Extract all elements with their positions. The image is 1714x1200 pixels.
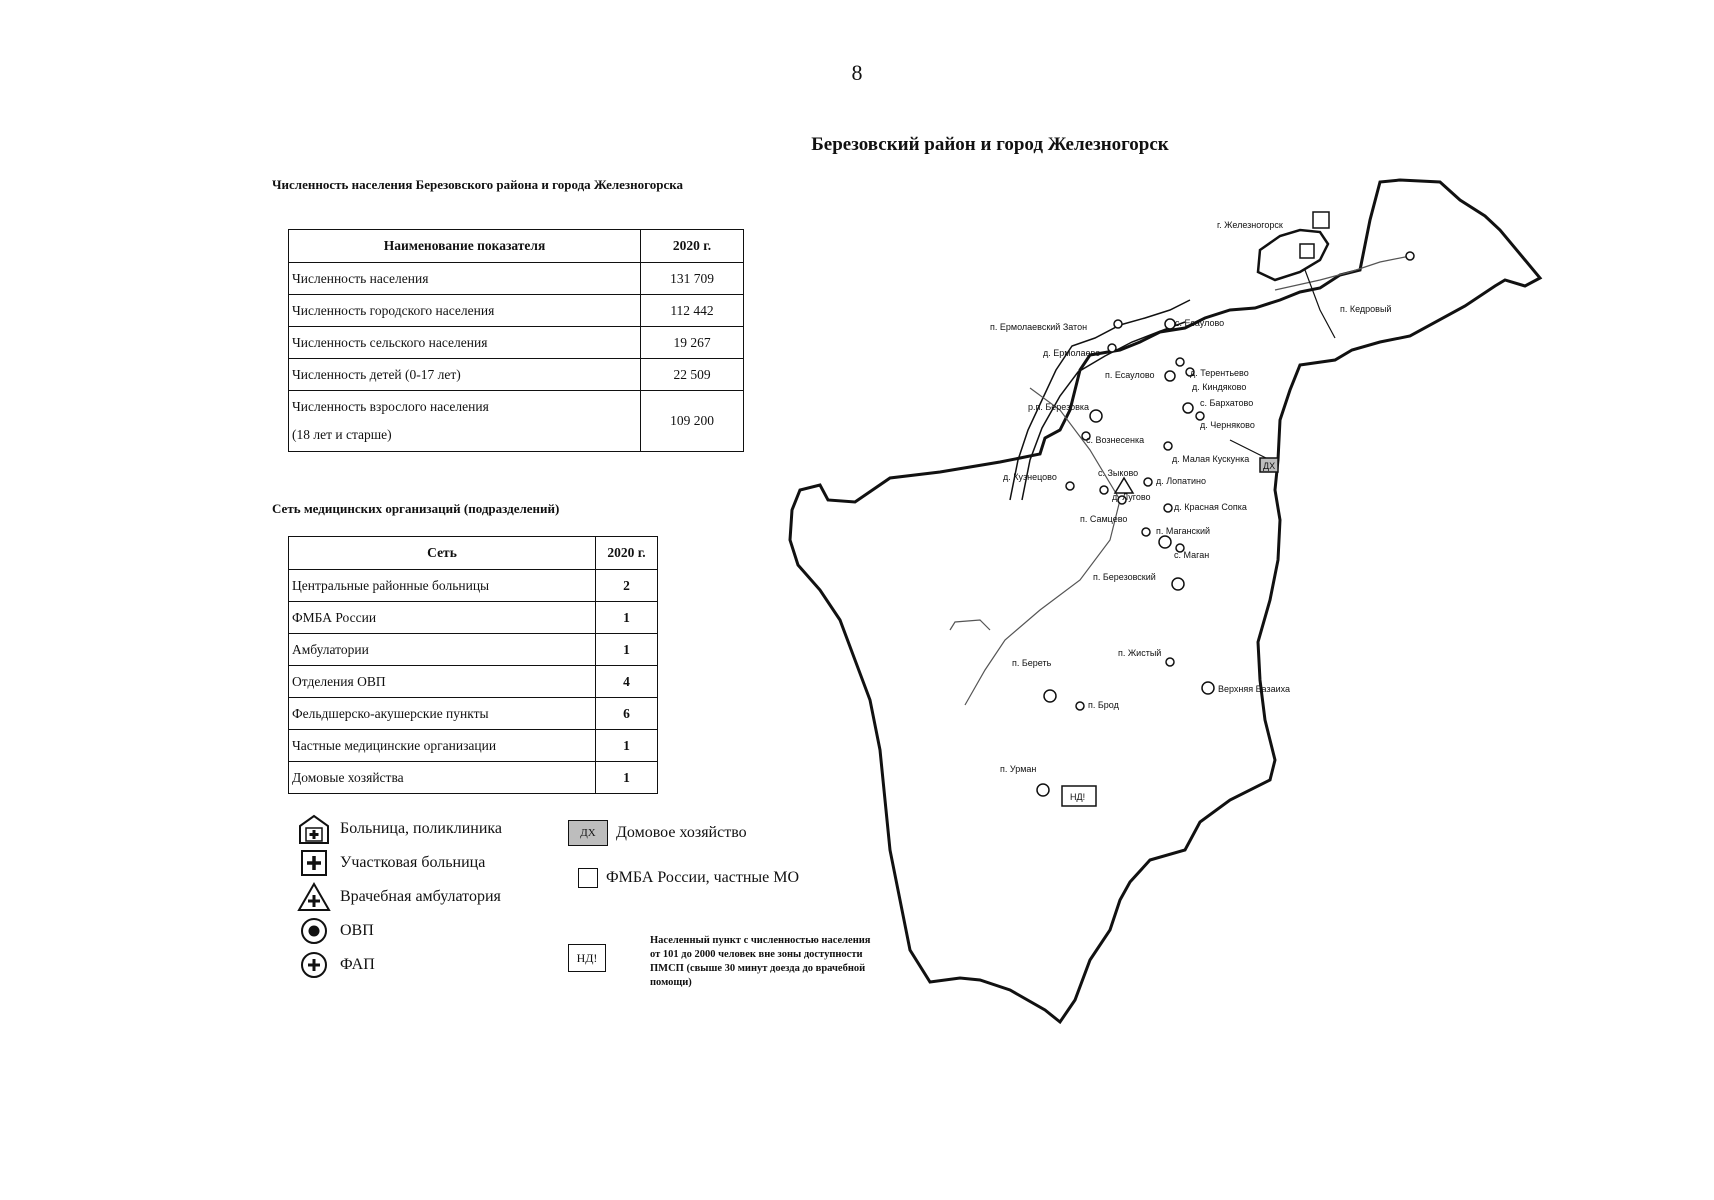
table-row bbox=[289, 327, 744, 359]
fap-circle-icon bbox=[296, 949, 332, 981]
label-esaulovo-s: с. Есаулово bbox=[1175, 318, 1225, 328]
table-row bbox=[289, 359, 744, 391]
label-terentyevo: д. Терентьево bbox=[1190, 368, 1249, 378]
table-row bbox=[289, 762, 658, 794]
table-row bbox=[289, 698, 658, 730]
legend-household-label: Домовое хозяйство bbox=[616, 824, 747, 841]
population-table bbox=[288, 229, 744, 452]
row-value: 112 442 bbox=[641, 295, 744, 327]
row-value: 109 200 bbox=[641, 391, 744, 452]
row-name-line1: Численность взрослого населения bbox=[292, 399, 489, 414]
row-name: Домовые хозяйства bbox=[289, 762, 596, 794]
row-value: 2 bbox=[596, 570, 658, 602]
label-magan: с. Маган bbox=[1174, 550, 1210, 560]
legend-hospital-label: Больница, поликлиника bbox=[340, 820, 503, 837]
row-name: Амбулатории bbox=[289, 634, 596, 666]
marker-esaulovo-p bbox=[1165, 371, 1175, 381]
page-number: 8 bbox=[851, 60, 863, 85]
row-name: Отделения ОВП bbox=[289, 666, 596, 698]
table-header-row bbox=[289, 230, 744, 263]
private-mo-square-map bbox=[1300, 244, 1314, 258]
label-barkhatovo: с. Бархатово bbox=[1200, 398, 1254, 408]
header-year: 2020 г. bbox=[641, 230, 744, 263]
marker-brod bbox=[1076, 702, 1084, 710]
district-map bbox=[760, 160, 1560, 1040]
legend-nd-note: Населенный пункт с численностью населения от 101 до 2000 человек вне зоны доступности ПМСП (свыше 30 минут доезда до врачебной помощи) bbox=[650, 935, 871, 988]
ambulatory-triangle-map bbox=[1115, 478, 1133, 493]
row-name: Численность детей (0-17 лет) bbox=[289, 359, 641, 391]
row-value: 1 bbox=[596, 730, 658, 762]
label-maganskiy: п. Маганский bbox=[1156, 526, 1211, 536]
marker-ermolaevo bbox=[1108, 344, 1116, 352]
header-name: Наименование показателя bbox=[289, 230, 641, 263]
label-zhisty: п. Жистый bbox=[1118, 648, 1162, 658]
row-value: 131 709 bbox=[641, 263, 744, 295]
row-value: 1 bbox=[596, 634, 658, 666]
label-berezovsky: п. Березовский bbox=[1093, 572, 1156, 582]
population-caption: Численность населения Березовского района и города Железногорска bbox=[272, 177, 684, 192]
secondary-road bbox=[950, 620, 990, 630]
hospital-icon bbox=[296, 813, 332, 845]
legend-household bbox=[568, 820, 747, 846]
marker-berezovsky bbox=[1172, 578, 1184, 590]
marker-verkhnyaya-bazaikha bbox=[1202, 682, 1214, 694]
label-chernyakovo: д. Черняково bbox=[1200, 420, 1255, 430]
ovp-circle-icon bbox=[296, 915, 332, 947]
row-name: Центральные районные больницы bbox=[289, 570, 596, 602]
marker-beret bbox=[1044, 690, 1056, 702]
label-urman: п. Урман bbox=[1000, 764, 1037, 774]
label-kedrovy: п. Кедровый bbox=[1340, 304, 1392, 314]
table-row bbox=[289, 295, 744, 327]
row-name: Численность сельского населения bbox=[289, 327, 641, 359]
fmba-square-icon bbox=[578, 868, 598, 888]
label-voznesenka: с. Вознесенка bbox=[1086, 435, 1145, 445]
row-name: Частные медицинские организации bbox=[289, 730, 596, 762]
label-brod: п. Брод bbox=[1088, 700, 1119, 710]
nd-map-label: НД! bbox=[1070, 792, 1086, 802]
household-box-icon: ДХ bbox=[568, 820, 608, 846]
fmba-square-map bbox=[1313, 212, 1329, 228]
marker-kedrovy bbox=[1406, 252, 1414, 260]
page-title: Березовский район и город Железногорск bbox=[811, 134, 1169, 155]
legend-district-hospital bbox=[296, 846, 502, 880]
marker-lopatino bbox=[1144, 478, 1152, 486]
table-row bbox=[289, 602, 658, 634]
row-name: Фельдшерско-акушерские пункты bbox=[289, 698, 596, 730]
marker-urman bbox=[1037, 784, 1049, 796]
legend-ovp bbox=[296, 914, 502, 948]
label-zheleznogorsk: г. Железногорск bbox=[1217, 220, 1283, 230]
label-krasnaya-sopka: д. Красная Сопка bbox=[1174, 502, 1247, 512]
label-samtsevo: п. Самцево bbox=[1080, 514, 1128, 524]
label-verkhnyaya-bazaikha: Верхняя Базаиха bbox=[1218, 684, 1291, 694]
label-ermolaevo: д. Ермолаево bbox=[1043, 348, 1101, 358]
table-header-row bbox=[289, 537, 658, 570]
marker-malaya-kuskunka bbox=[1164, 442, 1172, 450]
nd-box-icon bbox=[568, 944, 606, 972]
marker-chernyakovo bbox=[1196, 412, 1204, 420]
marker-kuznetsovo bbox=[1066, 482, 1074, 490]
marker-berezovka bbox=[1090, 410, 1102, 422]
row-value: 22 509 bbox=[641, 359, 744, 391]
table-row bbox=[289, 634, 658, 666]
row-value: 1 bbox=[596, 602, 658, 634]
label-kindyakovo: д. Киндяково bbox=[1192, 382, 1247, 392]
district-boundary bbox=[790, 180, 1540, 1022]
label-esaulovo-p: п. Есаулово bbox=[1105, 370, 1155, 380]
row-name: Численность городского населения bbox=[289, 295, 641, 327]
row-name-line2: (18 лет и старше) bbox=[292, 427, 392, 442]
label-lopatino: д. Лопатино bbox=[1156, 476, 1206, 486]
ambulatory-triangle-icon bbox=[296, 881, 332, 913]
label-ermolaevsky-zaton: п. Ермолаевский Затон bbox=[990, 322, 1088, 332]
marker-barkhatovo bbox=[1183, 403, 1193, 413]
legend-ovp-label: ОВП bbox=[340, 922, 374, 939]
marker-krasnaya-sopka bbox=[1164, 504, 1172, 512]
marker-terentyevo bbox=[1176, 358, 1184, 366]
household-map-label: ДХ bbox=[1263, 461, 1276, 471]
row-value: 6 bbox=[596, 698, 658, 730]
label-beret: п. Береть bbox=[1012, 658, 1052, 668]
row-value: 1 bbox=[596, 762, 658, 794]
row-name: Численность населения bbox=[289, 263, 641, 295]
marker-maganskiy bbox=[1159, 536, 1171, 548]
marker-esaulovo-s bbox=[1165, 319, 1175, 329]
marker-zhisty bbox=[1166, 658, 1174, 666]
district-hospital-icon bbox=[296, 847, 332, 879]
network-caption: Сеть медицинских организаций (подразделений) bbox=[272, 501, 560, 516]
label-berezovka: р.п. Березовка bbox=[1028, 402, 1090, 412]
nd-box-label: НД! bbox=[568, 944, 606, 972]
header-name: Сеть bbox=[289, 537, 596, 570]
zheleznogorsk-boundary bbox=[1258, 230, 1328, 280]
header-year: 2020 г. bbox=[596, 537, 658, 570]
label-kuznetsovo: д. Кузнецово bbox=[1003, 472, 1057, 482]
network-table bbox=[288, 536, 658, 794]
legend-fap-label: ФАП bbox=[340, 956, 375, 973]
row-value: 19 267 bbox=[641, 327, 744, 359]
row-value: 4 bbox=[596, 666, 658, 698]
table-row bbox=[289, 570, 658, 602]
table-row bbox=[289, 391, 744, 452]
marker-samtsevo bbox=[1142, 528, 1150, 536]
table-row bbox=[289, 666, 658, 698]
label-lugovo: д. Лугово bbox=[1112, 492, 1151, 502]
legend-district-hospital-label: Участковая больница bbox=[340, 854, 486, 871]
legend-fap bbox=[296, 948, 502, 982]
legend-hospital bbox=[296, 812, 502, 846]
table-row bbox=[289, 263, 744, 295]
marker-ermolaevsky-zaton bbox=[1114, 320, 1122, 328]
row-name: ФМБА России bbox=[289, 602, 596, 634]
table-row bbox=[289, 730, 658, 762]
label-malaya-kuskunka: д. Малая Кускунка bbox=[1172, 454, 1250, 464]
legend-ambulatory-label: Врачебная амбулатория bbox=[340, 888, 501, 905]
label-zykovo: с. Зыково bbox=[1098, 468, 1139, 478]
legend-ambulatory bbox=[296, 880, 502, 914]
marker-zykovo bbox=[1100, 486, 1108, 494]
legend-fmba-label: ФМБА России, частные МО bbox=[606, 869, 800, 886]
row-name bbox=[289, 391, 641, 452]
legend-left bbox=[296, 812, 502, 982]
